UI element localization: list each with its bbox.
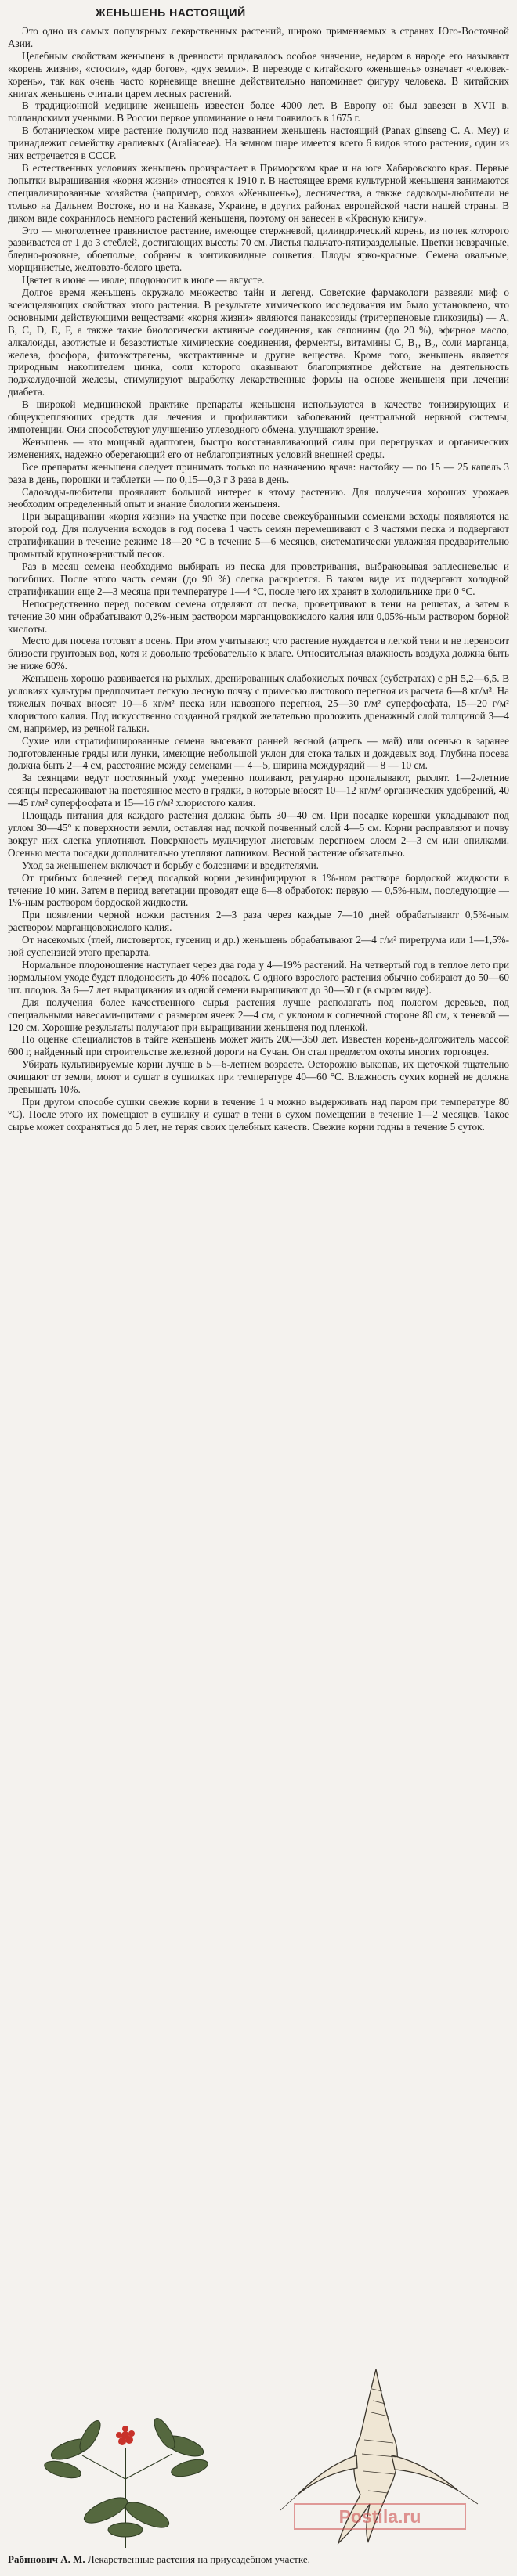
article-paragraph: В ботаническом мире растение получило под названием женьшень настоящий (Panax ginseng C. A. Mey) и принадлежит семейству аралиевых (Araliaceae). На земном шаре имеется всего 6 видов этого растения, один из них встречается в СССР. xyxy=(8,124,509,162)
article-paragraph: От насекомых (тлей, листоверток, гусениц и др.) женьшень обрабатывают 2—4 г/м² пиретрума или 1—1,5%-ной суспензией этого препарата. xyxy=(8,934,509,959)
article-paragraph: Долгое время женьшень окружало множество тайн и легенд. Советские фармакологи развеяли миф о всеисцеляющих свойствах этого растения. В результате химического исследования им было установлено, что основными действующими веществами «корня жизни» являются панаксозиды (тритерпеновые гликозиды) — А, В, С, D, Е, F, а также такие биологически активные соединения, как сапонины (до 20 %), эфирное масло, алкалоиды, азотистые и безазотистые химические соединения, ферменты, витамины С, В₁, В₂, соли марганца, железа, фосфора, фитоэкстрагены, экстрактивные и другие вещества. Кроме того, женьшень является природным накопителем цинка, соли которого оказывают благоприятное действие на деятельность поджелудочной железы, стимулируют выработку лекарственные формы на основе женьшеня при лечении диабета. xyxy=(8,286,509,398)
article-paragraph: Женьшень — это мощный адаптоген, быстро восстанавливающий силы при перегрузках и органических изменениях, надежно оберегающий его от неблагоприятных условий внешней среды. xyxy=(8,435,509,460)
article-paragraph: Женьшень хорошо развивается на рыхлых, дренированных слабокислых почвах (субстратах) с pH 5,2—6,5. В условиях культуры предпочитает легкую лесную почву с примесью листового перегноя из расчета 6—8 кг/м². На тяжелых почвах вносят 10—6 кг/м² песка или навозного перегноя, 25—30 г/м² суперфосфата, 15—20 г/м² хлористого калия. Под искусственно созданной грядкой желательно проложить дренажный слой толщиной 3—4 см, например, из речной гальки. xyxy=(8,672,509,734)
article-paragraph: За сеянцами ведут постоянный уход: умеренно поливают, регулярно пропалывают, рыхлят. 1—2-летние сеянцы пересаживают на постоянное место в грядки, в которые вносят 10—12 кг/м² органических удобрений, 40—45 г/м² суперфосфата и 15—16 г/м² хлористого калия. xyxy=(8,772,509,809)
article-paragraph: В естественных условиях женьшень произрастает в Приморском крае и на юге Хабаровского края. Первые попытки выращивания «корня жизни» относятся к 1910 г. В настоящее время культурной женьшеня занимаются специализированные хозяйства (например, совхоз «Женьшень»), лесничества, а также садоводы-любители не только на Дальнем Востоке, но и на Кавказе, Украине, в других районах европейской части нашей страны. В диком виде сохранилось немного растений женьшеня, поэтому он занесен в «Красную книгу». xyxy=(8,161,509,224)
article-paragraph: Сухие или стратифицированные семена высевают ранней весной (апрель — май) или осенью в заранее подготовленные гряды или лунки, имеющие небольшой уклон для стока талых и дождевых вод. Глубина посева должна быть 2—4 см, расстояние между семенами — 4—5, ширина междурядий — 8 — 10 см. xyxy=(8,734,509,772)
article-paragraph: Место для посева готовят в осень. При этом учитывают, что растение нуждается в легкой тени и не переносит близости грунтовых вод, хотя и довольно требовательно к влаге. Относительная влажность воздуха должна быть не ниже 60%. xyxy=(8,635,509,672)
article-paragraph: Убирать культивируемые корни лучше в 5—6-летнем возрасте. Осторожно выкопав, их щеточкой тщательно очищают от земли, моют и сушат в сушилках при температуре 40—60 °С. Влажность сухих корней не должна превышать 10%. xyxy=(8,1058,509,1096)
article-paragraph: Нормальное плодоношение наступает через два года у 4—19% растений. На четвертый год в теплое лето при нормальном уходе будет плодоносить до 40% посадок. С одного взрослого растения обычно собирают до 50—60 шт. плодов. За 6—7 лет выращивания из одной семени выращивают до 30—50 г (в сыром виде). xyxy=(8,958,509,996)
article-paragraph: Садоводы-любители проявляют большой интерес к этому растению. Для получения хороших урожаев необходим определенный опыт и знание биологии женьшеня. xyxy=(8,485,509,510)
caption-book: Лекарственные растения на приусадебном участке. xyxy=(87,2553,310,2565)
article-paragraph: По оценке специалистов в тайге женьшень может жить 200—350 лет. Известен корень-долгожитель массой 600 г, найденный при строительстве железной дороги на Сучан. Он стал предметом охоты многих торговцев. xyxy=(8,1033,509,1058)
article-paragraph: Цветет в июне — июле; плодоносит в июле — августе. xyxy=(22,274,265,286)
article-paragraph: Площадь питания для каждого растения должна быть 30—40 см. При посадке корешки укладывают под углом 30—45° к поверхности земли, оставляя над почкой почвенный слой 4—5 см. Корни расправляют и почву вокруг них слегка уплотняют. Поверхность мульчируют листовым перегноем слоем 2—3 см или опилками. Осенью места посадки дополнительно утепляют лапником. Весной растение обязательно. xyxy=(8,809,509,859)
article-paragraph: При выращивании «корня жизни» на участке при посеве свежеубранными семенами всходы появляются на второй год. Для получения всходов в год посева 1 часть семян перемешивают с 3 частями песка и подвергают стратификации в течение режиме 18—20 °С в течение 5—6 месяцев, систематически увлажняя предварительно промытый крупнозернистый песок. xyxy=(8,510,509,560)
article-paragraph: Все препараты женьшеня следует принимать только по назначению врача: настойку — по 15 — 25 капель 3 раза в день, порошки и таблетки — по 0,15—0,3 г 3 раза в день. xyxy=(8,460,509,485)
article-paragraph: От грибных болезней перед посадкой корни дезинфицируют в 1%-ном растворе бордоской жидкости в течение 10 мин. Затем в период вегетации проводят еще 6—8 обработок: первую — 0,5%-ным, последующие — 1%-ным раствором бордоской жидкости. xyxy=(8,871,509,909)
article-paragraph: Уход за женьшенем включает и борьбу с болезнями и вредителями. xyxy=(22,859,319,871)
article-title: ЖЕНЬШЕНЬ НАСТОЯЩИЙ xyxy=(96,6,246,19)
article-paragraph: В традиционной медицине женьшень известен более 4000 лет. В Европу он был завезен в XVII в. голландскими учеными. В России первое упоминание о нем появилось в 1675 г. xyxy=(8,99,509,124)
article-body xyxy=(8,25,509,1133)
article-paragraph: Это одно из самых популярных лекарственных растений, широко применяемых в странах Юго-Восточной Азии. xyxy=(8,25,509,49)
ginseng-plant-illustration xyxy=(8,2362,243,2549)
article-paragraph: Непосредственно перед посевом семена отделяют от песка, проветривают в тени на решетах, а затем в течение 30 мин обрабатывают 0,2%-ным раствором марганцовокислого калия или 0,05%-ным раствором борной кислоты. xyxy=(8,597,509,635)
caption-author: Рабинович А. М. xyxy=(8,2553,85,2565)
article-paragraph: При появлении черной ножки растения 2—3 раза через каждые 7—10 дней обрабатывают 0,5%-ным раствором марганцовокислого калия. xyxy=(8,909,509,934)
article-paragraph: В широкой медицинской практике препараты женьшеня используются в качестве тонизирующих и общеукрепляющих средств для лечения и профилактики заболеваний центральной нервной системы, импотенции. Они способствуют улучшению углеводного обмена, улучшают зрение. xyxy=(8,398,509,435)
watermark-stamp: Postila.ru xyxy=(294,2503,466,2530)
article-paragraph: Раз в месяц семена необходимо выбирать из песка для проветривания, выбраковывая заплесневелые и погибших. После этого часть семян (до 90 %) слегка раскроется. В таком виде их подвергают холодной стратификации еще 2—3 месяца при температуре 1—4 °С, после чего их хранят в холодильнике при 0 °С. xyxy=(8,560,509,597)
article-paragraph: Для получения более качественного сырья растения лучше располагать под пологом деревьев, под специальными навесами-щитами с размером ячеек 2—4 см, с уклоном к солнечной стороне 80 см, к теневой — 120 см. Хорошие результаты получают при выращивании женьшеня под пленкой. xyxy=(8,996,509,1033)
source-caption xyxy=(8,2553,509,2566)
article-paragraph: Целебным свойствам женьшеня в древности придавалось особое значение, недаром в народе его называют «корень жизни», «стосил», «дар богов», «дух земли». В переводе с китайского «женьшень» означает «человек-корень», так как очень часто корневище внешне действительно напоминает фигуру человека. В китайских книгах женьшень считали царем лесных растений. xyxy=(8,49,509,99)
article-paragraph: Это — многолетнее травянистое растение, имеющее стержневой, цилиндрический корень, из почек которого развивается от 1 до 3 стеблей, достигающих высоты 70 см. Листья пальчато-пятираздельные. Цветки невзрачные, бледно-розовые, обоеполые, собраны в зонтиковидные соцветия. Плоды ярко-красные. Семена овальные, морщинистые, желтовато-белого цвета. xyxy=(8,224,509,274)
article-paragraph: При другом способе сушки свежие корни в течение 1 ч можно выдерживать над паром при температуре 80 °С). После этого их помещают в сушилку и сушат в тени в сухом помещении в течение 1—2 месяцев. Такое сырье может сохраняться до 5 лет, не теряя своих целебных качеств. Свежие корни годны в течение 5 суток. xyxy=(8,1095,509,1133)
